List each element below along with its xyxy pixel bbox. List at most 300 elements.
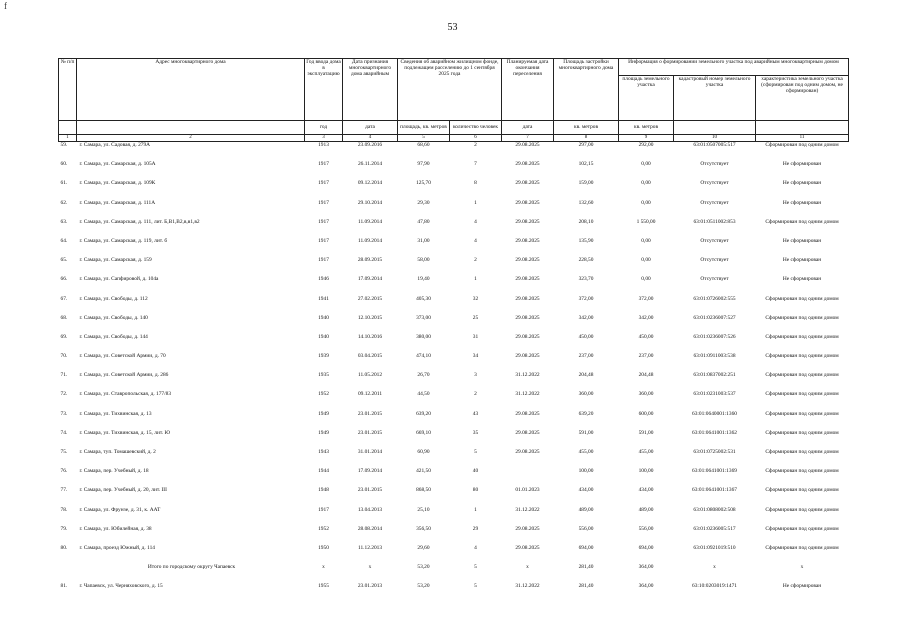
row-fund-area: 868,50 (416, 487, 431, 494)
row-number: 75. (60, 449, 68, 455)
row-planned-date: 29.08.2025 (515, 525, 540, 532)
row-planned-date (502, 468, 554, 487)
row-fund-area: 373,00 (416, 314, 431, 321)
row-land-area: 600,00 (638, 410, 654, 417)
row-fund-area: 29,60 (417, 544, 430, 551)
row-number: 80. (60, 544, 68, 551)
table-row (59, 180, 849, 199)
row-people-count: 5 (474, 449, 477, 455)
row-address: г. Самара, ул. Свободы, д. 140 (79, 314, 148, 321)
row-recognition-date: 09.12.2011 (357, 391, 383, 398)
row-address: г. Самара, ул. Советской Армии, д. 286 (79, 372, 169, 379)
table-row (59, 526, 849, 545)
row-address: г. Чапаевск, ул. Черняховского, д. 15 (79, 583, 163, 590)
header-land-info: Информация о формировании земельного участка под аварийным многоквартирным домом (619, 59, 849, 76)
column-number: 9 (619, 135, 674, 142)
row-building-area: 208,10 (578, 218, 594, 225)
row-recognition-date: 11.09.2014 (357, 237, 383, 244)
row-planned-date: 29.08.2025 (515, 449, 540, 455)
row-recognition-date: 17.09.2014 (357, 276, 383, 283)
row-people-count: 43 (472, 410, 479, 417)
row-cadastral-number: 63:01:0837002:251 (693, 372, 736, 379)
row-planned-date: 29.08.2025 (515, 257, 540, 264)
row-number: 68. (60, 314, 68, 321)
table-row (59, 583, 849, 602)
row-recognition-date: 11.09.2014 (357, 218, 383, 225)
row-land-area: 0,00 (641, 257, 651, 264)
header-unit-empty (59, 121, 77, 135)
row-building-area: 297,00 (578, 142, 594, 148)
row-year: 1917 (318, 237, 329, 244)
row-land-characteristic: Сформирован под одним домом (765, 314, 839, 321)
row-people-count: 29 (472, 525, 479, 532)
table-row (59, 507, 849, 526)
row-land-characteristic: Сформирован под одним домом (765, 218, 839, 225)
row-land-characteristic: Не сформирован (782, 583, 822, 590)
row-planned-date: 29.08.2025 (515, 237, 540, 244)
row-recognition-date: 09.12.2014 (357, 180, 383, 187)
row-number: 69. (60, 333, 68, 340)
row-people-count: 5 (474, 564, 477, 571)
row-land-area: 0,00 (641, 161, 651, 168)
row-building-area: 372,00 (578, 295, 594, 302)
row-year: x (322, 564, 325, 571)
row-people-count: 32 (472, 295, 479, 302)
row-land-area: 0,00 (641, 180, 651, 187)
table-row (59, 487, 849, 506)
row-land-characteristic: Сформирован под одним домом (765, 372, 839, 379)
row-planned-date: 29.08.2025 (515, 410, 540, 417)
table-row (59, 257, 849, 276)
row-year: 1917 (318, 506, 329, 513)
row-land-characteristic: Сформирован под одним домом (765, 468, 839, 475)
row-building-area: 323,70 (578, 276, 594, 283)
row-people-count: 25 (472, 314, 479, 321)
row-year: 1935 (318, 372, 329, 379)
row-building-area: 281,40 (578, 583, 594, 590)
table-row (59, 238, 849, 257)
row-year: 1943 (318, 449, 329, 455)
row-land-area: 100,00 (638, 468, 654, 475)
row-address: г. Самара, ул. Самарская, д. 109К (79, 180, 156, 187)
row-building-area: 489,00 (578, 506, 594, 513)
row-land-characteristic: Сформирован под одним домом (765, 544, 839, 551)
row-land-area: 455,00 (638, 449, 654, 455)
row-cadastral-number: 63:01:0641001:1369 (692, 468, 737, 475)
header-address: Адрес многоквартирного дома (77, 59, 305, 121)
row-people-count: 1 (474, 276, 477, 283)
row-planned-date: 29.08.2025 (515, 353, 540, 360)
row-land-characteristic: Сформирован под одним домом (765, 525, 839, 532)
table-row (59, 372, 849, 391)
row-number: 77. (60, 487, 68, 494)
row-number: 59. (60, 142, 68, 148)
row-building-area: 281,40 (578, 564, 594, 571)
row-fund-area: 380,00 (416, 333, 431, 340)
row-fund-area: 44,50 (417, 391, 430, 398)
column-number: 10 (674, 135, 756, 142)
row-recognition-date: 12.10.2015 (357, 314, 383, 321)
row-recognition-date: 03.04.2015 (357, 353, 383, 360)
row-land-characteristic: Сформирован под одним домом (765, 487, 839, 494)
row-year: 1917 (318, 180, 329, 187)
row-fund-area: 474,10 (416, 353, 431, 360)
row-people-count: 31 (472, 333, 479, 340)
row-cadastral-number: 63:01:0725002:531 (693, 449, 736, 455)
row-address: г. Самара, проезд Южный, д. 114 (79, 544, 155, 551)
row-address: Итого по городскому округу Чапаевск (147, 564, 236, 571)
row-people-count: 2 (474, 142, 477, 148)
row-building-area: 100,00 (578, 468, 594, 475)
row-address: г. Самара, туп. Томашевский, д. 2 (79, 449, 156, 455)
row-land-characteristic: Сформирован под одним домом (765, 353, 839, 360)
row-cadastral-number: Отсутствует (700, 257, 729, 264)
row-land-area: 0,00 (641, 199, 651, 206)
row-building-area: 591,00 (578, 429, 594, 436)
header-unit-date2: дата (502, 121, 554, 135)
row-address: г. Самара, ул. Самарская, д. 159 (79, 257, 152, 264)
row-year: 1949 (318, 429, 329, 436)
row-planned-date: 29.08.2025 (515, 199, 540, 206)
row-building-area: 228,50 (578, 257, 594, 264)
row-people-count: 40 (472, 468, 479, 475)
row-fund-area: 68,60 (417, 142, 430, 148)
row-land-characteristic: x (800, 564, 804, 571)
row-recognition-date: 11.05.2012 (357, 372, 383, 379)
row-cadastral-number: 63:01:0236005:517 (693, 525, 736, 532)
total-row (59, 564, 849, 583)
row-address: г. Самара, пер. Учебный, д. 18 (79, 468, 149, 475)
row-address: г. Самара, ул. Тихвинская, д. 15, лит. Ю (79, 429, 171, 436)
header-recognition-date: Дата признания многоквартирного дома аварийным (343, 59, 398, 121)
row-planned-date: 29.08.2025 (515, 276, 540, 283)
header-cadastral: кадастровый номер земельного участка (674, 76, 756, 121)
row-cadastral-number: 63:01:0641001:1362 (692, 429, 737, 436)
row-building-area: 360,00 (578, 391, 594, 398)
header-unit-date: дата (343, 121, 398, 135)
row-number: 61. (60, 180, 68, 187)
row-year: 1913 (318, 142, 329, 148)
row-number: 74. (60, 429, 68, 436)
row-recognition-date: 28.09.2015 (357, 257, 383, 264)
row-planned-date: 01.01.2023 (515, 487, 540, 494)
row-land-characteristic: Не сформирован (782, 199, 822, 206)
row-fund-area: 405,30 (416, 295, 431, 302)
table-row (59, 219, 849, 238)
row-land-area: 694,00 (638, 544, 654, 551)
header-planned-date: Планируемая дата окончания переселения (502, 59, 554, 121)
row-land-area: 434,00 (638, 487, 654, 494)
row-land-characteristic: Сформирован под одним домом (765, 391, 839, 398)
header-building-area: Площадь застройки многоквартирного дома (554, 59, 619, 121)
row-people-count: 1 (474, 506, 477, 513)
row-fund-area: 60,90 (417, 449, 430, 455)
row-year: 1944 (318, 468, 329, 475)
header-num: № п/п (59, 59, 77, 121)
row-year: 1948 (318, 487, 329, 494)
row-land-area: 292,00 (638, 142, 654, 148)
table-row (59, 545, 849, 564)
row-land-characteristic: Не сформирован (782, 276, 822, 283)
row-fund-area: 29,30 (417, 199, 430, 206)
table-row (59, 142, 849, 162)
row-land-characteristic: Сформирован под одним домом (765, 429, 839, 436)
row-cadastral-number: Отсутствует (700, 199, 729, 206)
row-number: 63. (60, 218, 68, 225)
row-cadastral-number: Отсутствует (700, 237, 729, 244)
row-land-area: 0,00 (641, 276, 651, 283)
row-address: г. Самара, ул. Самарская, д. 119, лит. б (79, 237, 168, 244)
table-row (59, 276, 849, 295)
table-row (59, 411, 849, 430)
row-land-area: 556,00 (638, 525, 654, 532)
row-land-characteristic: Сформирован под одним домом (765, 449, 839, 455)
row-cadastral-number: 63:01:0507005:517 (693, 142, 736, 148)
column-number: 7 (502, 135, 554, 142)
row-cadastral-number: 63:01:0236007:527 (693, 314, 736, 321)
column-number: 5 (398, 135, 450, 142)
row-land-area: 0,00 (641, 237, 651, 244)
row-fund-area: 669,10 (416, 429, 431, 436)
row-people-count: 4 (474, 544, 477, 551)
row-fund-area: 53,20 (417, 564, 430, 571)
row-fund-area: 421,50 (416, 468, 431, 475)
row-land-characteristic: Не сформирован (782, 257, 822, 264)
row-address: г. Самара, ул. Ставропольская, д. 177/83 (79, 391, 172, 398)
row-recognition-date: 23.01.2013 (357, 583, 383, 590)
row-number: 62. (60, 199, 68, 206)
emergency-housing-table (58, 58, 849, 603)
row-recognition-date: 23.09.2016 (357, 142, 383, 148)
row-recognition-date: x (368, 564, 372, 571)
row-number: 70. (60, 353, 68, 360)
column-number: 6 (450, 135, 502, 142)
row-address: г. Самара, ул. Юбилейная, д. 38 (79, 525, 152, 532)
row-planned-date: x (526, 564, 529, 571)
row-cadastral-number: 63:10:0203019:1471 (692, 583, 737, 590)
row-fund-area: 58,00 (417, 257, 430, 264)
row-year: 1917 (318, 218, 329, 225)
row-number: 79. (60, 525, 68, 532)
row-building-area: 132,60 (578, 199, 594, 206)
row-cadastral-number: 63:01:0231003:537 (693, 391, 736, 398)
row-cadastral-number: 63:01:0511002:853 (693, 218, 736, 225)
row-number: 73. (60, 410, 68, 417)
row-address: г. Самара, ул. Свободы, д. 112 (79, 295, 148, 302)
row-land-characteristic: Сформирован под одним домом (765, 506, 839, 513)
row-year: 1955 (318, 583, 329, 590)
row-people-count: 34 (472, 353, 479, 360)
row-planned-date: 29.08.2025 (515, 218, 540, 225)
row-land-area: 364,00 (638, 564, 654, 571)
row-building-area: 639,20 (578, 410, 594, 417)
row-land-area: 591,00 (638, 429, 654, 436)
row-people-count: 7 (474, 161, 477, 168)
row-land-characteristic: Сформирован под одним домом (765, 410, 839, 417)
table-row (59, 430, 849, 449)
row-people-count: 35 (472, 429, 479, 436)
row-cadastral-number: 63:01:0236007:526 (693, 333, 736, 340)
row-address: г. Самара, ул. Садовая, д. 279А (79, 142, 151, 148)
row-year: 1917 (318, 199, 329, 206)
row-address: г. Самара, ул. Свободы, д. 144 (79, 333, 148, 340)
row-cadastral-number: 63:01:0911003:538 (693, 353, 736, 360)
row-address: г. Самара, ул. Тихвинская, д. 13 (79, 410, 152, 417)
page-number: 53 (447, 22, 458, 33)
row-number: 66. (60, 276, 68, 283)
row-fund-area: 47,80 (417, 218, 430, 225)
row-people-count: 1 (474, 199, 477, 206)
row-address: г. Самара, ул. Фрунзе, д. 31, к. ААТ (79, 506, 161, 513)
row-fund-area: 53,20 (417, 583, 430, 590)
column-number: 3 (305, 135, 343, 142)
row-year: 1949 (318, 410, 329, 417)
row-people-count: 8 (474, 180, 477, 187)
row-address: г. Самара, ул. Самарская, д. 111, лит. Б,В1,В2,в,в1,в2 (79, 218, 200, 225)
row-number: 60. (60, 161, 68, 168)
row-year: 1917 (318, 257, 329, 264)
header-unit-empty (756, 121, 849, 135)
table-row (59, 200, 849, 219)
row-land-area: 360,00 (638, 391, 654, 398)
row-building-area: 204,48 (578, 372, 594, 379)
row-people-count: 80 (472, 487, 479, 494)
row-address: г. Самара, ул. Советской Армии, д. 70 (79, 353, 166, 360)
row-fund-area: 25,10 (417, 506, 430, 513)
table-row (59, 334, 849, 353)
header-year: Год ввода дома в эксплуатацию (305, 59, 343, 121)
row-recognition-date: 11.12.2013 (357, 544, 383, 551)
header-unit-year: год (305, 121, 343, 135)
row-year: 1950 (318, 544, 329, 551)
row-number: 71. (60, 372, 68, 379)
row-land-characteristic: Сформирован под одним домом (765, 333, 839, 340)
row-cadastral-number: 63:01:0640001:1360 (692, 410, 737, 417)
row-fund-area: 356,50 (416, 525, 431, 532)
row-number: 72. (60, 391, 68, 398)
row-building-area: 135,90 (578, 237, 594, 244)
header-unit-area: площадь, кв. метров (398, 121, 450, 135)
row-recognition-date: 31.01.2014 (357, 449, 383, 455)
header-unit-sqm: кв. метров (554, 121, 619, 135)
row-building-area: 342,00 (578, 314, 594, 321)
row-number: 81. (60, 583, 68, 590)
row-planned-date: 29.08.2025 (515, 161, 540, 168)
row-cadastral-number: Отсутствует (700, 180, 729, 187)
row-year: 1940 (318, 333, 329, 340)
row-recognition-date: 13.04.2013 (357, 506, 383, 513)
row-land-area: 1 550,00 (636, 218, 656, 225)
row-fund-area: 19,40 (417, 276, 430, 283)
column-number: 2 (77, 135, 305, 142)
row-cadastral-number: 63:01:0921019:510 (693, 544, 736, 551)
row-recognition-date: 23.01.2015 (357, 487, 383, 494)
row-address: г. Самара, ул. Самарская, д. 111А (79, 199, 156, 206)
row-recognition-date: 29.10.2014 (357, 199, 383, 206)
header-unit-people: количество человек (450, 121, 502, 135)
table-row (59, 353, 849, 372)
row-planned-date: 29.08.2025 (515, 333, 540, 340)
row-building-area: 159,00 (578, 180, 594, 187)
header-unit-empty (674, 121, 756, 135)
table-row (59, 161, 849, 180)
row-planned-date: 29.08.2025 (515, 429, 540, 436)
row-year: 1917 (318, 161, 329, 168)
row-land-area: 450,00 (638, 333, 654, 340)
row-people-count: 3 (474, 372, 477, 379)
row-address: г. Самара, пер. Учебный, д. 20, лит. III (79, 487, 167, 494)
row-building-area: 434,00 (578, 487, 594, 494)
table-row (59, 468, 849, 487)
header-characteristic: характеристика земельного участка (сформирован под одним домом, не сформирован) (756, 76, 849, 121)
row-cadastral-number: Отсутствует (700, 161, 729, 168)
row-land-area: 342,00 (638, 314, 654, 321)
row-building-area: 102,15 (578, 161, 594, 168)
row-cadastral-number: 63:01:0726002:555 (693, 295, 736, 302)
row-land-characteristic: Сформирован под одним домом (765, 295, 839, 302)
row-recognition-date: 27.02.2015 (357, 295, 383, 302)
row-recognition-date: 28.08.2014 (357, 525, 383, 532)
row-year: 1946 (318, 276, 329, 283)
row-land-area: 204,48 (638, 372, 654, 379)
header-land-area: площадь земельного участка (619, 76, 674, 121)
table-row (59, 391, 849, 410)
row-planned-date: 31.12.2022 (515, 372, 540, 379)
row-planned-date: 29.08.2025 (515, 314, 540, 321)
row-land-characteristic: Не сформирован (782, 180, 822, 187)
row-land-area: 237,00 (638, 353, 654, 360)
row-cadastral-number: Отсутствует (700, 276, 729, 283)
row-address: г. Самара, ул. Сапфировой, д. 104а (79, 276, 159, 283)
row-number: 78. (60, 506, 68, 513)
row-building-area: 556,00 (578, 525, 594, 532)
row-recognition-date: 17.09.2014 (357, 468, 383, 475)
column-number: 1 (59, 135, 77, 142)
row-fund-area: 639,20 (416, 410, 431, 417)
header-unit-sqm2: кв. метров (619, 121, 674, 135)
row-planned-date: 29.08.2025 (515, 295, 540, 302)
row-building-area: 455,00 (578, 449, 594, 455)
row-planned-date: 29.08.2025 (515, 142, 540, 148)
row-building-area: 237,00 (578, 353, 594, 360)
row-people-count: 4 (474, 237, 477, 244)
row-number: 67. (60, 295, 68, 302)
row-land-characteristic: Не сформирован (782, 161, 822, 168)
table-body (59, 142, 849, 603)
row-number: 76. (60, 468, 68, 475)
row-year: 1941 (318, 295, 329, 302)
row-year: 1952 (318, 525, 329, 532)
column-number: 8 (554, 135, 619, 142)
row-planned-date: 31.12.2022 (515, 506, 540, 513)
row-planned-date: 31.12.2022 (515, 583, 540, 590)
row-number: 64. (60, 237, 68, 244)
row-fund-area: 26,70 (417, 372, 430, 379)
row-land-area: 372,00 (638, 295, 654, 302)
row-building-area: 694,00 (578, 544, 594, 551)
table-row (59, 449, 849, 468)
table-row (59, 315, 849, 334)
row-planned-date: 31.12.2022 (515, 391, 540, 398)
row-building-area: 450,00 (578, 333, 594, 340)
row-fund-area: 31,00 (417, 237, 430, 244)
row-recognition-date: 23.01.2015 (357, 429, 383, 436)
row-people-count: 4 (474, 218, 477, 225)
row-year: 1940 (318, 314, 329, 321)
row-planned-date: 29.08.2025 (515, 180, 540, 187)
row-cadastral-number: 63:01:0808002:508 (693, 506, 736, 513)
row-cadastral-number: 63:01:0641001:1367 (692, 487, 737, 494)
